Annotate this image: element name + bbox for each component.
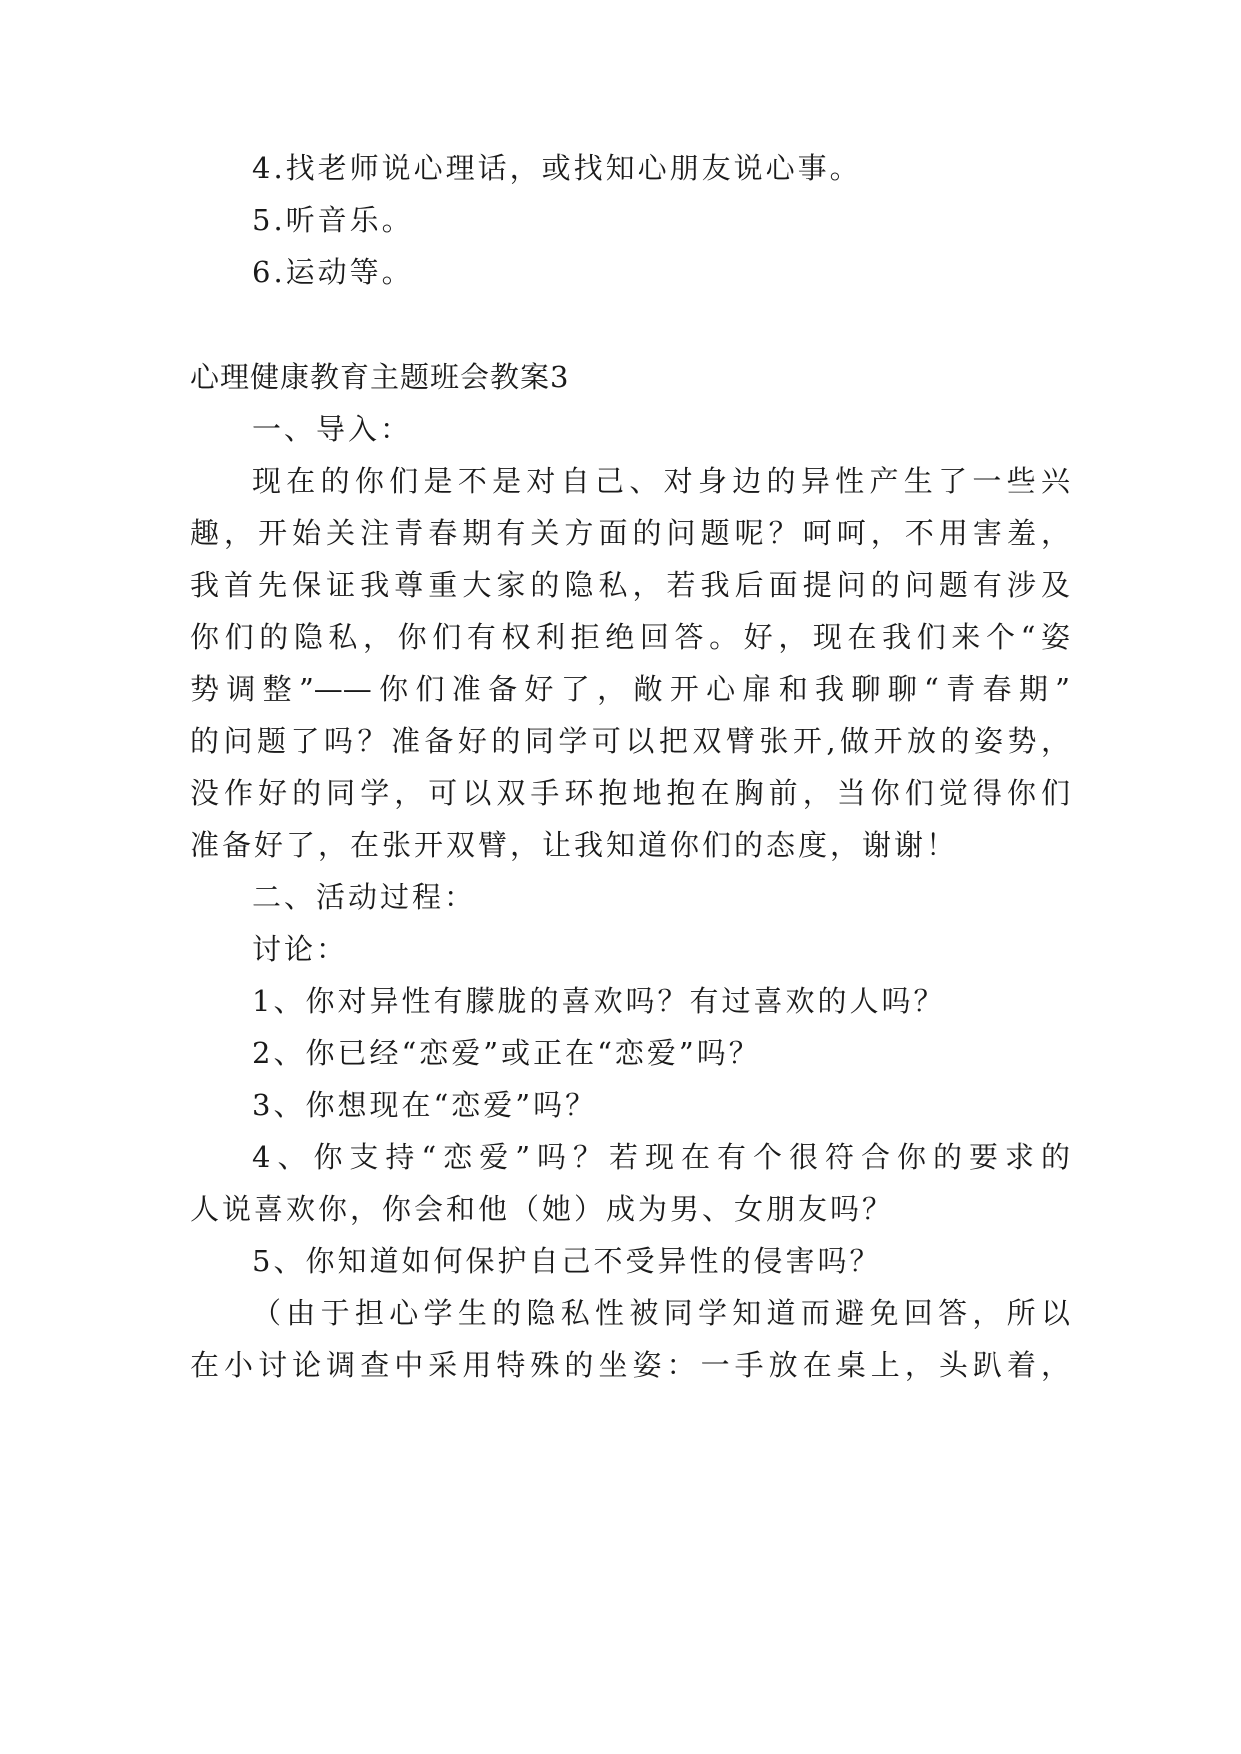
activity-heading: 二、活动过程： xyxy=(252,880,477,914)
list-item: 6.运动等。 xyxy=(252,255,414,289)
paragraph-line: 没作好的同学，可以双手环抱地抱在胸前，当你们觉得你们 xyxy=(190,776,1070,810)
paragraph-line: 现在的你们是不是对自己、对身边的异性产生了一些兴 xyxy=(252,464,1070,498)
discussion-label: 讨论： xyxy=(252,932,349,966)
question-item: 5、你知道如何保护自己不受异性的侵害吗？ xyxy=(252,1244,882,1278)
question-item: 2、你已经“恋爱”或正在“恋爱”吗？ xyxy=(252,1036,761,1070)
intro-heading: 一、导入： xyxy=(252,412,413,446)
paragraph-line: 你们的隐私，你们有权利拒绝回答。好，现在我们来个“姿 xyxy=(190,620,1070,654)
paragraph-line: 的问题了吗？准备好的同学可以把双臂张开,做开放的姿势， xyxy=(190,724,1070,758)
paragraph-line: 趣，开始关注青春期有关方面的问题呢？呵呵，不用害羞， xyxy=(190,516,1070,550)
paragraph-line: 势调整”——你们准备好了，敞开心扉和我聊聊“青春期” xyxy=(190,672,1070,706)
note-line: （由于担心学生的隐私性被同学知道而避免回答，所以 xyxy=(252,1296,1070,1330)
paragraph-line: 准备好了，在张开双臂，让我知道你们的态度，谢谢！ xyxy=(190,828,959,862)
paragraph-line: 我首先保证我尊重大家的隐私，若我后面提问的问题有涉及 xyxy=(190,568,1070,602)
note-line: 在小讨论调查中采用特殊的坐姿：一手放在桌上，头趴着， xyxy=(190,1348,1070,1382)
question-item-continued: 人说喜欢你，你会和他（她）成为男、女朋友吗？ xyxy=(190,1192,895,1226)
list-item: 5.听音乐。 xyxy=(252,203,414,237)
list-item: 4.找老师说心理话，或找知心朋友说心事。 xyxy=(252,151,862,185)
question-item: 4、你支持“恋爱”吗？若现在有个很符合你的要求的 xyxy=(252,1140,1070,1174)
section-title: 心理健康教育主题班会教案3 xyxy=(190,360,570,394)
question-item: 1、你对异性有朦胧的喜欢吗？有过喜欢的人吗？ xyxy=(252,984,946,1018)
question-item: 3、你想现在“恋爱”吗？ xyxy=(252,1088,598,1122)
